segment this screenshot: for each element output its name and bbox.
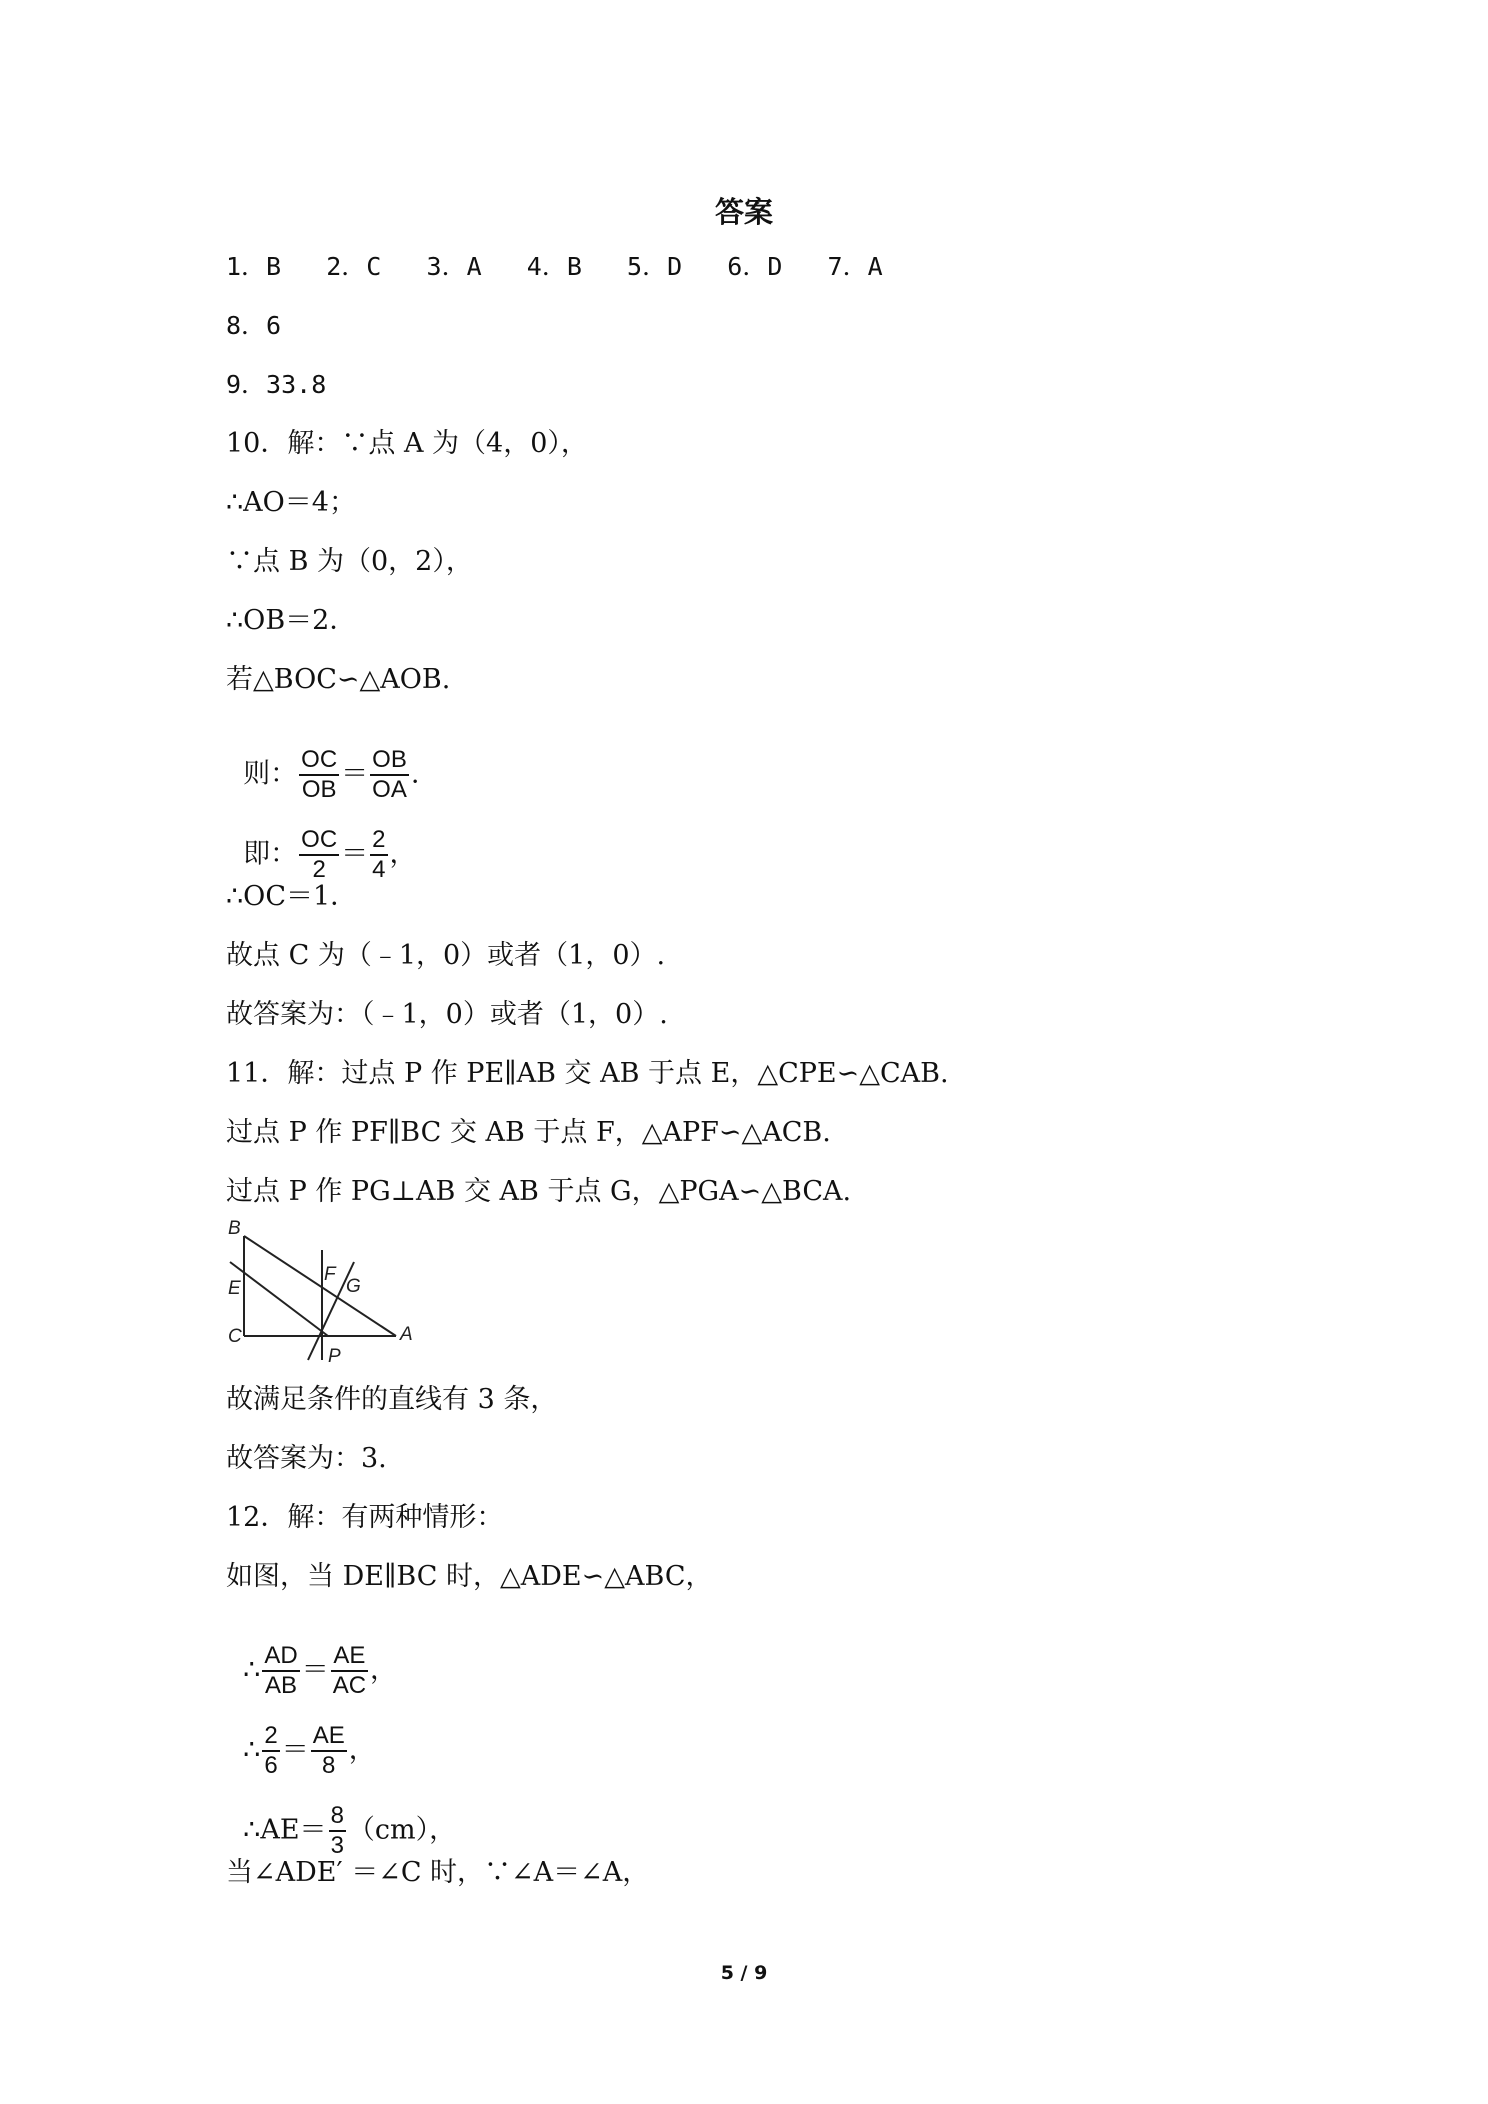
fraction-denominator: 4 [372,856,386,883]
fraction-denominator: AC [332,1672,367,1699]
label-a: A [400,1324,413,1345]
q12-line-1: 12．解：有两种情形： [226,1502,504,1533]
q12-line-3-suffix: ， [370,1654,398,1686]
label-c: C [228,1326,242,1347]
fraction-oc-2 [299,826,339,884]
q10-line-7 [226,792,417,884]
fraction-denominator: 8 [322,1752,336,1779]
q10-line-5: 若△BOC∽△AOB. [226,664,451,695]
equals-sign: ＝ [281,1734,309,1766]
fraction-numerator: OB [370,746,409,776]
fraction-numerator: AE [331,1642,368,1672]
fraction-numerator: 2 [262,1722,279,1752]
equals-sign: ＝ [341,758,369,790]
side-ab [244,1236,396,1336]
q12-line-4 [226,1688,376,1780]
q11-line-1: 11．解：过点 P 作 PE∥AB 交 AB 于点 E，△CPE∽△CAB. [226,1058,949,1089]
q12-line-3 [226,1608,397,1700]
label-b: B [228,1220,241,1239]
fraction-denominator: OB [301,776,337,803]
fraction-denominator: 3 [330,1832,344,1859]
q12-line-5-suffix: （cm）， [347,1814,457,1846]
q11-line-4: 故满足条件的直线有 3 条， [226,1384,558,1415]
q12-line-6: 当∠ADE′ ＝∠C 时，∵∠A＝∠A， [226,1857,650,1888]
triangle-figure [224,1220,424,1370]
q12-line-3-prefix: ∴ [243,1654,261,1686]
q12-line-2: 如图，当 DE∥BC 时，△ADE∽△ABC， [226,1561,713,1592]
q10-line-2: ∴AO＝4； [226,487,356,518]
fraction-8-3 [329,1802,346,1860]
q10-line-6 [226,712,419,804]
label-p: P [328,1346,341,1367]
equals-sign: ＝ [301,1654,329,1686]
answer-8: 8．6 [226,311,282,340]
q10-line-3: ∵点 B 为（0，2）， [226,546,473,577]
q10-line-6-prefix: 则： [243,758,298,790]
answer-9: 9．33.8 [226,370,327,399]
equals-sign: ＝ [341,838,369,870]
q10-line-6-suffix: . [410,758,420,790]
fraction-2-4 [370,826,387,884]
page-number: 5 / 9 [720,1962,768,1984]
q10-line-9: 故点 C 为（﹣1，0）或者（1，0）. [226,940,666,971]
fraction-numerator: OC [299,826,339,856]
fraction-numerator: 2 [370,826,387,856]
q11-line-2: 过点 P 作 PF∥BC 交 AB 于点 F，△APF∽△ACB. [226,1117,831,1148]
q11-line-5: 故答案为：3. [226,1443,387,1474]
fraction-numerator: OC [299,746,339,776]
page-title: 答案 [714,195,773,229]
q10-line-4: ∴OB＝2． [226,605,357,636]
q11-line-3: 过点 P 作 PG⊥AB 交 AB 于点 G，△PGA∽△BCA. [226,1176,852,1207]
q10-line-1: 10．解：∵点 A 为（4，0）， [226,428,588,459]
label-g: G [346,1276,361,1297]
q10-line-8: ∴OC＝1． [226,881,358,912]
q10-line-7-suffix: ， [389,838,417,870]
fraction-numerator: AD [262,1642,299,1672]
label-e: E [228,1278,241,1299]
fraction-numerator: AE [311,1722,347,1752]
q12-line-4-prefix: ∴ [243,1734,261,1766]
q12-line-4-suffix: ， [348,1734,376,1766]
label-f: F [324,1264,336,1285]
q10-line-7-prefix: 即： [243,838,298,870]
fraction-denominator: OA [372,776,407,803]
fraction-denominator: 2 [312,856,326,883]
q12-line-5-prefix: ∴AE＝ [243,1814,327,1846]
fraction-denominator: AB [265,1672,298,1699]
q12-line-5 [226,1768,456,1860]
q10-line-10: 故答案为：（﹣1，0）或者（1，0）. [226,999,668,1030]
fraction-denominator: 6 [264,1752,278,1779]
answers-1-7: 1．B 2．C 3．A 4．B 5．D 6．D 7．A [226,252,883,281]
fraction-numerator: 8 [329,1802,346,1832]
